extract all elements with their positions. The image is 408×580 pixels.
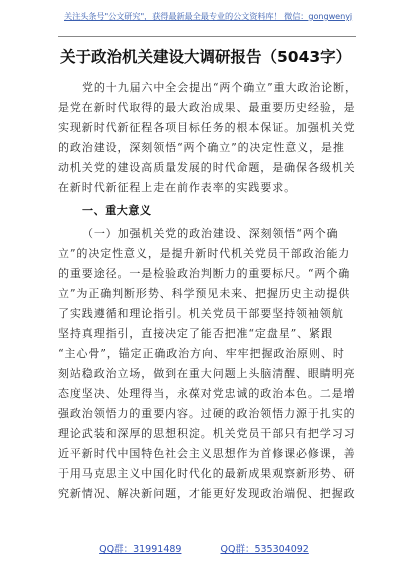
paragraph-line: “主心骨”，锚定正确政治方向、牢牢把握政治原则、时 [58, 347, 345, 360]
document-body [58, 78, 362, 504]
paragraph-line: 党的十九届六中全会提出“两个确立”重大政治论断， [82, 81, 357, 94]
paragraph-line: 理论武装和深厚的思想积淀。机关党员干部只有把学习习 [58, 427, 356, 440]
paragraph-line: 究新情况、解决新问题，才能更好发现政治端倪、把握政 [58, 487, 356, 500]
paragraph-line: 立”为正确判断形势、科学预见未来、把握历史主动提供 [58, 287, 351, 300]
paragraph-line: 刻站稳政治立场，做到在重大问题上头脑清醒、眼睛明亮 [58, 367, 356, 380]
paragraph-line: 于用马克思主义中国化时代化的最新成果观察新形势、研 [58, 467, 356, 480]
paragraph-line: 在新时代新征程上走在前作表率的实践要求。 [58, 181, 296, 194]
paragraph-line: 实现新时代新征程各项目标任务的根本保证。加强机关党 [58, 121, 356, 134]
paragraph-line: 的政治建设，深刻领悟“两个确立”的决定性意义，是推 [58, 141, 345, 154]
paragraph-line: 动机关党的建设高质量发展的时代命题，是确保各级机关 [58, 161, 356, 174]
header-divider [58, 36, 356, 37]
paragraph-line: 是党在新时代取得的最大政治成果、最重要历史经验，是 [58, 101, 356, 114]
paragraph-line: 近平新时代中国特色社会主义思想作为首修课必修课，善 [58, 447, 356, 460]
footer-qq-group-1[interactable]: QQ群：31991489 [99, 544, 182, 555]
paragraph-line: 强政治领悟力的重要内容。过硬的政治领悟力源于扎实的 [58, 407, 356, 420]
paragraph-line: 的重要途径。一是检验政治判断力的重要标尺。“两个确 [58, 267, 351, 280]
paragraph-line: （一）加强机关党的政治建设、深刻领悟“两个确 [82, 227, 339, 240]
header-promo-link[interactable]: 关注头条号"公文研究"，获得最新最全最专业的公文资料库！ 微信：gongwenyj [64, 11, 353, 21]
paragraph-line: 立”的决定性意义，是提升新时代机关党员干部政治能力 [58, 247, 351, 260]
paragraph-line: 态度坚决、处理得当，永葆对党忠诚的政治本色。二是增 [58, 387, 356, 400]
paragraph-line: 坚持真理指引，直接决定了能否把准“定盘星”、紧跟 [58, 327, 333, 340]
footer-contacts [0, 541, 408, 555]
section-heading: 一、重大意义 [82, 204, 152, 217]
paragraph-line: 了实践遵循和理论指引。机关党员干部要坚持领袖领航 [58, 307, 344, 320]
footer-qq-group-2[interactable]: QQ群：535304092 [220, 544, 309, 555]
document-title: 关于政治机关建设大调研报告（5043字） [60, 48, 352, 66]
